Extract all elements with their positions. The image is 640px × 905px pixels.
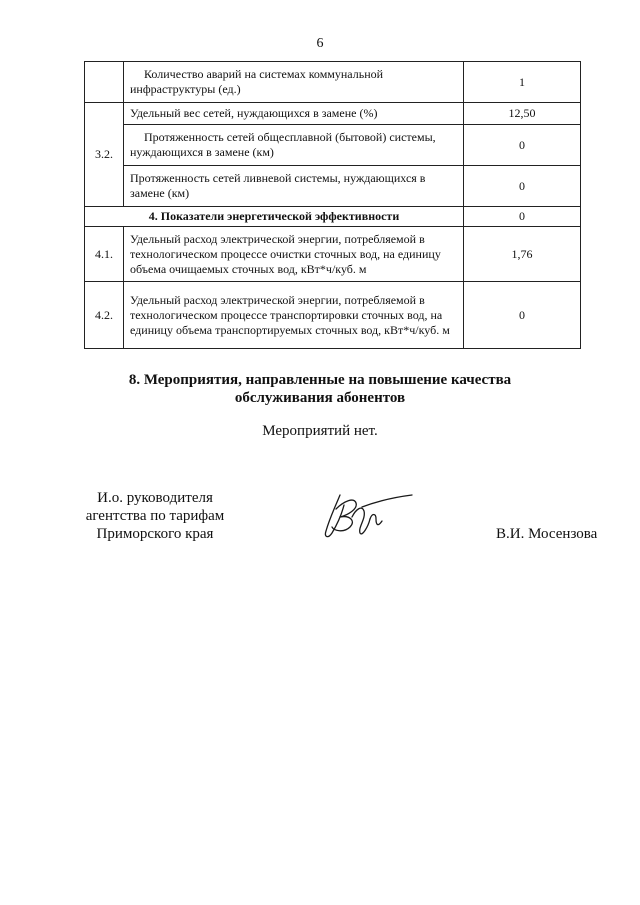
indicator-value: 12,50 (464, 103, 581, 125)
indicator-value: 1,76 (464, 227, 581, 282)
section-8-heading-line: обслуживания абонентов (234, 390, 406, 406)
indicator-value: 0 (464, 166, 581, 207)
table-row (85, 125, 581, 166)
table-row (85, 282, 581, 349)
signatory-title (80, 489, 230, 543)
table-row (85, 62, 581, 103)
indicator-name: Протяженность сетей ливневой системы, нуждающихся в замене (км) (124, 166, 464, 207)
indicator-name: Протяженность сетей общесплавной (бытовой) системы, нуждающихся в замене (км) (124, 125, 464, 166)
row-number-cell (85, 62, 124, 103)
row-number-cell: 4.1. (85, 227, 124, 282)
indicator-value: 0 (464, 282, 581, 349)
signatory-title-line: агентства по тарифам (85, 508, 225, 524)
section-header-row (85, 207, 581, 227)
signatory-name: В.И. Мосензова (496, 526, 598, 542)
table-row (85, 103, 581, 125)
section-8-heading-line: 8. Мероприятия, направленные на повышение качества (128, 372, 512, 388)
indicator-value: 0 (464, 125, 581, 166)
indicator-name: Удельный вес сетей, нуждающихся в замене (%) (124, 103, 464, 125)
indicator-name: Количество аварий на системах коммунальной инфраструктуры (ед.) (124, 62, 464, 103)
indicator-name: Удельный расход электрической энергии, потребляемой в технологическом процессе очистки сточных вод, на единицу объема очищаемых сточных вод, кВт*ч/куб. м (124, 227, 464, 282)
table-row (85, 227, 581, 282)
indicator-value: 1 (464, 62, 581, 103)
row-number-cell: 4.2. (85, 282, 124, 349)
section-4-title: 4. Показатели энергетической эффективности (85, 207, 464, 227)
indicators-table (84, 61, 581, 349)
indicator-value: 0 (464, 207, 581, 227)
table-row (85, 166, 581, 207)
signatory-title-line: Приморского края (96, 526, 214, 542)
no-events-text: Мероприятий нет. (262, 423, 378, 439)
row-number-cell: 3.2. (85, 103, 124, 207)
indicator-name: Удельный расход электрической энергии, потребляемой в технологическом процессе транспортировки сточных вод, на единицу объема транспортируемых сточных вод, кВт*ч/куб. м (124, 282, 464, 349)
section-8-heading (0, 371, 640, 407)
handwritten-signature (318, 487, 414, 545)
page-number: 6 (316, 36, 324, 51)
signatory-title-line: И.о. руководителя (97, 490, 213, 506)
